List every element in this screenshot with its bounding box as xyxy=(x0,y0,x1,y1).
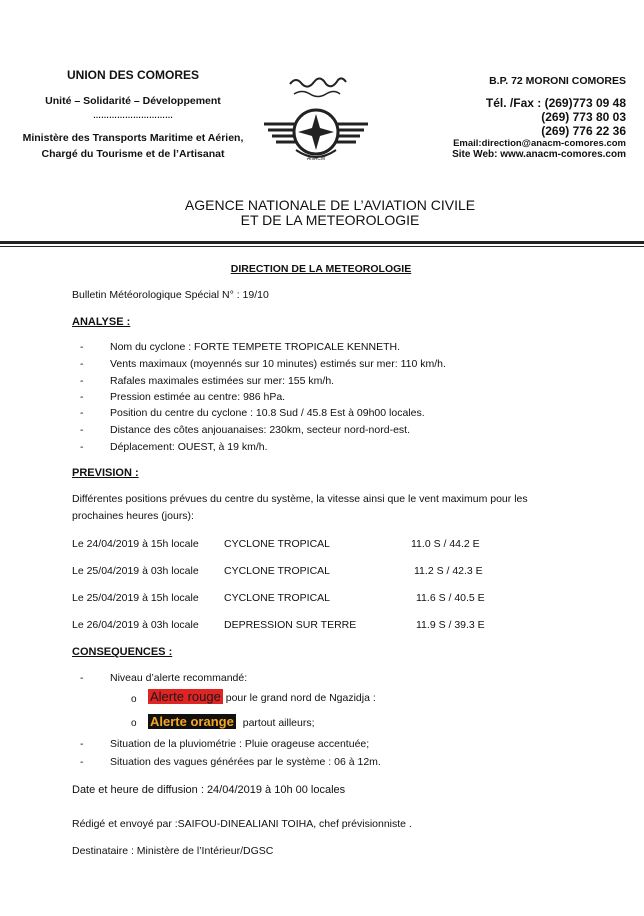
written-by: Rédigé et envoyé par :SAIFOU-DINEALIANI TOIHA, chef prévisionniste . xyxy=(72,818,412,830)
forecast-position: 11.2 S / 42.3 E xyxy=(414,565,483,577)
header-divider-thick xyxy=(0,241,644,244)
motto: Unité – Solidarité – Développement xyxy=(45,95,221,107)
dots-separator: ………………………… xyxy=(93,111,173,120)
ministry-line-1: Ministère des Transports Maritime et Aérien, xyxy=(22,132,244,144)
prevision-title: PREVISION : xyxy=(72,467,139,479)
forecast-date: Le 26/04/2019 à 03h locale xyxy=(72,619,199,631)
alert-orange-label: Alerte orange xyxy=(150,714,234,729)
bullet-dash: - xyxy=(80,341,84,353)
consequences-title: CONSEQUENCES : xyxy=(72,646,173,658)
diffusion-date: Date et heure de diffusion : 24/04/2019 à 10h 00 locales xyxy=(72,784,346,796)
direction-title: DIRECTION DE LA METEOROLOGIE xyxy=(230,263,412,275)
bullet-dash: - xyxy=(80,738,84,750)
alert-red-text: pour le grand nord de Ngazidja : xyxy=(225,692,376,704)
forecast-type: CYCLONE TROPICAL xyxy=(224,565,330,577)
list-item: Vents maximaux (moyennés sur 10 minutes) estimés sur mer: 110 km/h. xyxy=(110,358,446,370)
anacm-logo xyxy=(260,72,372,164)
forecast-date: Le 25/04/2019 à 15h locale xyxy=(72,592,199,604)
pluviometry-item: Situation de la pluviométrie : Pluie orageuse accentuée; xyxy=(110,738,370,750)
telephone-2: (269) 773 80 03 xyxy=(541,110,626,124)
ministry-line-2: Chargé du Tourisme et de l’Artisanat xyxy=(41,148,225,160)
list-item: Distance des côtes anjouanaises: 230km, secteur nord-nord-est. xyxy=(110,424,410,436)
bullet-circle: o xyxy=(131,718,137,729)
alert-red-line xyxy=(148,689,376,704)
prevision-intro-1: Différentes positions prévues du centre du système, la vitesse ainsi que le vent maximum pour les xyxy=(72,493,528,505)
alert-orange-text: partout ailleurs; xyxy=(242,717,315,729)
forecast-position: 11.6 S / 40.5 E xyxy=(416,592,485,604)
country-name: UNION DES COMORES xyxy=(66,68,199,82)
bullet-circle: o xyxy=(131,694,137,705)
list-item: Nom du cyclone : FORTE TEMPETE TROPICALE KENNETH. xyxy=(110,341,400,353)
list-item: Rafales maximales estimées sur mer: 155 km/h. xyxy=(110,375,335,387)
forecast-date: Le 25/04/2019 à 03h locale xyxy=(72,565,199,577)
bullet-dash: - xyxy=(80,756,84,768)
alert-orange-line xyxy=(148,714,315,729)
bullet-dash: - xyxy=(80,391,84,403)
email-line[interactable]: Email:direction@anacm-comores.com xyxy=(453,138,626,149)
recipient: Destinataire : Ministère de l’Intérieur/DGSC xyxy=(72,845,274,857)
forecast-type: CYCLONE TROPICAL xyxy=(224,592,330,604)
telephone-3: (269) 776 22 36 xyxy=(541,124,626,138)
list-item: Déplacement: OUEST, à 19 km/h. xyxy=(110,441,268,453)
alert-intro: Niveau d’alerte recommandé: xyxy=(110,672,248,684)
forecast-date: Le 24/04/2019 à 15h locale xyxy=(72,538,199,550)
telephone-1: Tél. /Fax : (269)773 09 48 xyxy=(485,96,626,110)
bullet-dash: - xyxy=(80,424,84,436)
prevision-intro-2: prochaines heures (jours): xyxy=(72,510,194,522)
list-item: Position du centre du cyclone : 10.8 Sud / 45.8 Est à 09h00 locales. xyxy=(110,407,425,419)
waves-item: Situation des vagues générées par le système : 06 à 12m. xyxy=(110,756,381,768)
logo-text: ANACM xyxy=(306,156,326,162)
alert-red-label: Alerte rouge xyxy=(150,689,221,704)
analyse-title: ANALYSE : xyxy=(72,316,131,328)
bullet-dash: - xyxy=(80,407,84,419)
forecast-type: CYCLONE TROPICAL xyxy=(224,538,330,550)
bullet-dash: - xyxy=(80,375,84,387)
agency-title-1: AGENCE NATIONALE DE L’AVIATION CIVILE xyxy=(184,197,476,213)
website-line[interactable]: Site Web: www.anacm-comores.com xyxy=(452,149,626,160)
postal-box: B.P. 72 MORONI COMORES xyxy=(489,75,626,87)
forecast-position: 11.9 S / 39.3 E xyxy=(416,619,485,631)
forecast-position: 11.0 S / 44.2 E xyxy=(411,538,480,550)
bullet-dash: - xyxy=(80,441,84,453)
bulletin-number: Bulletin Météorologique Spécial N° : 19/10 xyxy=(72,289,269,301)
header-divider-thin xyxy=(0,246,644,247)
bullet-dash: - xyxy=(80,358,84,370)
list-item: Pression estimée au centre: 986 hPa. xyxy=(110,391,286,403)
bullet-dash: - xyxy=(80,672,84,684)
forecast-type: DEPRESSION SUR TERRE xyxy=(224,619,357,631)
agency-title-2: ET DE LA METEOROLOGIE xyxy=(240,212,420,228)
